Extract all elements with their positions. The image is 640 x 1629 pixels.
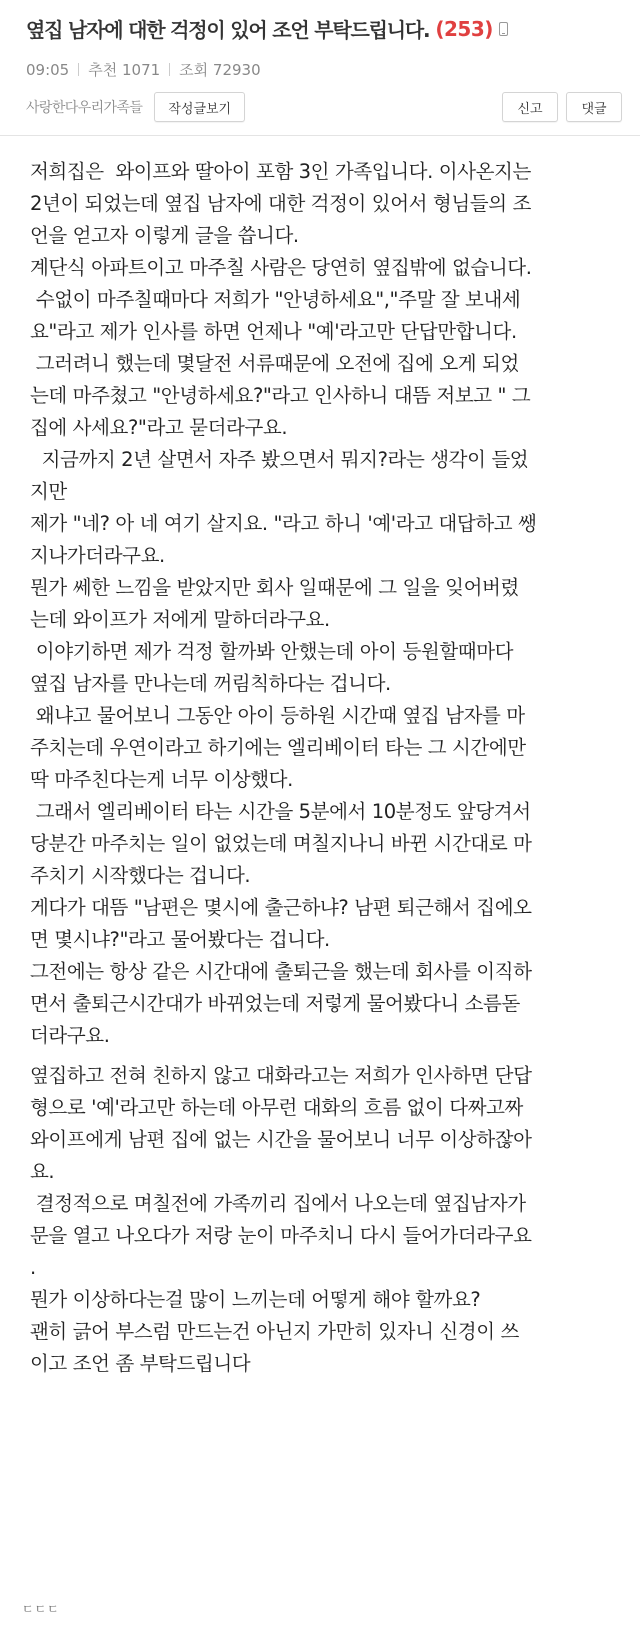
body-line: 그래서 엘리베이터 타는 시간을 5분에서 10분정도 앞당겨서: [30, 800, 531, 823]
view-count: 조회 72930: [179, 61, 261, 79]
body-line: .: [30, 1256, 36, 1279]
title-row: [26, 14, 622, 43]
body-line: 이야기하면 제가 걱정 할까봐 안했는데 아이 등원할때마다: [30, 640, 514, 663]
body-line: 언을 얻고자 이렇게 글을 씁니다.: [30, 224, 299, 247]
body-line: 2년이 되었는데 옆집 남자에 대한 걱정이 있어서 형님들의 조: [30, 192, 531, 215]
body-line: 와이프에게 남편 집에 없는 시간을 물어보니 너무 이상하잖아: [30, 1128, 532, 1151]
body-line: 주치기 시작했다는 겁니다.: [30, 864, 251, 887]
author-name[interactable]: 사랑한다우리가족들: [26, 100, 143, 116]
comment-button[interactable]: 댓글: [566, 92, 622, 122]
body-line: 형으로 '예'라고만 하는데 아무런 대화의 흐름 없이 다짜고짜: [30, 1096, 523, 1119]
body-line: 왜냐고 물어보니 그동안 아이 등하원 시간때 옆집 남자를 마: [30, 704, 525, 727]
body-line: 이고 조언 좀 부탁드립니다: [30, 1352, 251, 1375]
body-line: 뭔가 이상하다는걸 많이 느끼는데 어떻게 해야 할까요?: [30, 1288, 481, 1311]
body-line: 제가 "네? 아 네 여기 살지요. "라고 하니 '예'라고 대답하고 쌩: [30, 512, 537, 535]
body-line: 요.: [30, 1160, 55, 1183]
body-line: 면서 출퇴근시간대가 바뀌었는데 저렇게 물어봤다니 소름돋: [30, 992, 520, 1015]
body-line: 계단식 아파트이고 마주칠 사람은 당연히 옆집밖에 없습니다.: [30, 256, 532, 279]
report-button[interactable]: 신고: [502, 92, 558, 122]
body-line: 당분간 마주치는 일이 없었는데 며칠지나니 바뀐 시간대로 마: [30, 832, 532, 855]
body-line: 수없이 마주칠때마다 저희가 "안녕하세요","주말 잘 보내세: [30, 288, 521, 311]
body-line: 는데 마주쳤고 "안녕하세요?"라고 인사하니 대뜸 저보고 " 그: [30, 384, 531, 407]
body-line: 지금까지 2년 살면서 자주 봤으면서 뭐지?라는 생각이 들었: [30, 448, 529, 471]
body-line: 게다가 대뜸 "남편은 몇시에 출근하냐? 남편 퇴근해서 집에오: [30, 896, 532, 919]
comment-count[interactable]: (253): [435, 16, 493, 41]
body-line: 그러려니 했는데 몇달전 서류때문에 오전에 집에 오게 되었: [30, 352, 519, 375]
body-line: 딱 마주친다는게 너무 이상했다.: [30, 768, 293, 791]
post-meta: [26, 59, 622, 80]
body-line: 지나가더라구요.: [30, 544, 165, 567]
post-header: [0, 0, 640, 122]
body-line: 뭔가 쎄한 느낌을 받았지만 회사 일때문에 그 일을 잊어버렸: [30, 576, 519, 599]
view-posts-button[interactable]: 작성글보기: [154, 92, 245, 122]
body-line: 옆집하고 전혀 친하지 않고 대화라고는 저희가 인사하면 단답: [30, 1064, 532, 1087]
body-line: 결정적으로 며칠전에 가족끼리 집에서 나오는데 옆집남자가: [30, 1192, 526, 1215]
post-body: [0, 136, 640, 1380]
body-line: 저희집은 와이프와 딸아이 포함 3인 가족입니다. 이사온지는: [30, 160, 531, 183]
body-line: 지만: [30, 480, 67, 503]
body-line: 옆집 남자를 만나는데 꺼림칙하다는 겁니다.: [30, 672, 391, 695]
body-line: 문을 열고 나오다가 저랑 눈이 마주치니 다시 들어가더라구요: [30, 1224, 532, 1247]
footer-text: ㄷㄷㄷ: [22, 1602, 60, 1616]
body-line: 는데 와이프가 저에게 말하더라구요.: [30, 608, 330, 631]
meta-divider: [169, 63, 170, 76]
body-line: 집에 사세요?"라고 묻더라구요.: [30, 416, 288, 439]
mobile-phone-icon: [499, 22, 508, 36]
meta-divider: [78, 63, 79, 76]
recommend-count: 추천 1071: [88, 61, 161, 79]
body-line: 면 몇시냐?"라고 물어봤다는 겁니다.: [30, 928, 330, 951]
post-time: 09:05: [26, 60, 70, 79]
body-line: 그전에는 항상 같은 시간대에 출퇴근을 했는데 회사를 이직하: [30, 960, 532, 983]
body-line: 요"라고 제가 인사를 하면 언제나 "예'라고만 단답만합니다.: [30, 320, 517, 343]
body-line: 주치는데 우연이라고 하기에는 엘리베이터 타는 그 시간에만: [30, 736, 526, 759]
author-actions-row: [26, 92, 622, 122]
post-title: 옆집 남자에 대한 걱정이 있어 조언 부탁드립니다.: [26, 18, 430, 42]
body-line: 괜히 긁어 부스럼 만드는건 아닌지 가만히 있자니 신경이 쓰: [30, 1320, 519, 1343]
body-line: 더라구요.: [30, 1024, 110, 1047]
